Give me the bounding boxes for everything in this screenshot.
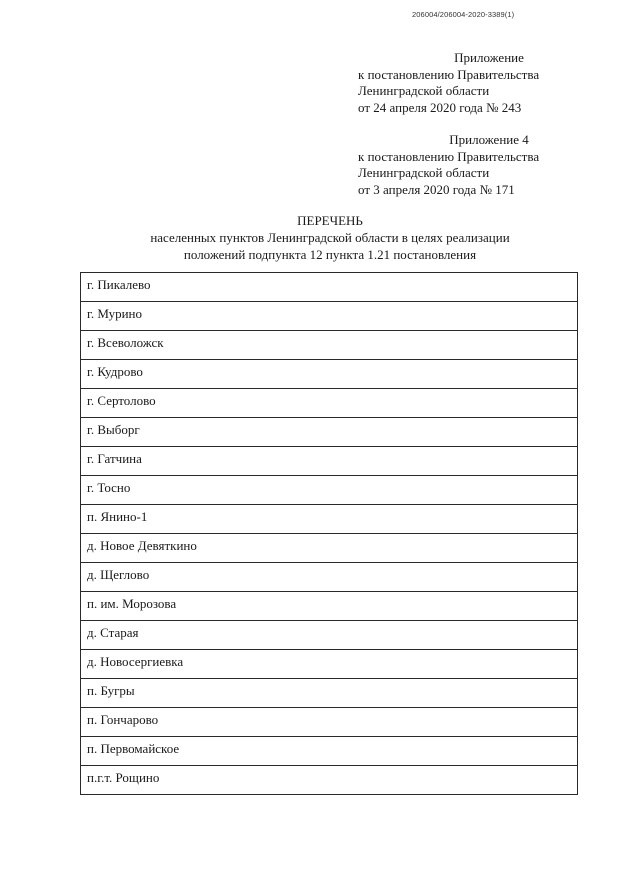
- settlement-name: п. Гончарово: [81, 708, 578, 737]
- table-row: [81, 534, 578, 563]
- table-row: [81, 563, 578, 592]
- table-row: [81, 476, 578, 505]
- settlement-name: г. Тосно: [81, 476, 578, 505]
- list-heading: [0, 212, 640, 263]
- settlement-name: г. Выборг: [81, 418, 578, 447]
- table-row: [81, 737, 578, 766]
- appendix-1-line-1: к постановлению Правительства: [358, 66, 540, 82]
- settlement-name: г. Мурино: [81, 302, 578, 331]
- table-row: [81, 447, 578, 476]
- appendix-block-2: [358, 132, 598, 198]
- appendix-1-line-3: от 24 апреля 2020 года № 243: [358, 99, 522, 115]
- settlement-name: п.г.т. Рощино: [81, 766, 578, 795]
- settlement-name: д. Щеглово: [81, 563, 578, 592]
- document-id: 206004/206004-2020-3389(1): [412, 10, 515, 19]
- settlement-name: п. Бугры: [81, 679, 578, 708]
- settlement-name: г. Гатчина: [81, 447, 578, 476]
- table-row: [81, 505, 578, 534]
- list-subtitle-line-2: положений подпункта 12 пункта 1.21 постановления: [183, 247, 477, 262]
- settlement-name: п. им. Морозова: [81, 592, 578, 621]
- appendix-2-line-3: от 3 апреля 2020 года № 171: [358, 181, 515, 197]
- appendix-2-line-1: к постановлению Правительства: [358, 148, 540, 164]
- table-row: [81, 389, 578, 418]
- settlement-name: г. Кудрово: [81, 360, 578, 389]
- settlements-table: [80, 272, 578, 795]
- settlement-name: г. Пикалево: [81, 273, 578, 302]
- table-row: [81, 273, 578, 302]
- settlement-name: г. Сертолово: [81, 389, 578, 418]
- appendix-2-title: Приложение 4: [449, 132, 529, 147]
- table-row: [81, 708, 578, 737]
- table-row: [81, 302, 578, 331]
- table-row: [81, 592, 578, 621]
- table-row: [81, 418, 578, 447]
- table-row: [81, 360, 578, 389]
- list-title: ПЕРЕЧЕНЬ: [297, 213, 363, 228]
- list-subtitle-line-1: населенных пунктов Ленинградской области в целях реализации: [150, 230, 510, 245]
- settlement-name: п. Первомайское: [81, 737, 578, 766]
- settlement-name: д. Новосергиевка: [81, 650, 578, 679]
- table-row: [81, 621, 578, 650]
- settlements-table-body: [81, 273, 578, 795]
- table-row: [81, 650, 578, 679]
- appendix-2-line-2: Ленинградской области: [358, 165, 490, 180]
- settlement-name: д. Новое Девяткино: [81, 534, 578, 563]
- settlement-name: г. Всеволожск: [81, 331, 578, 360]
- settlement-name: п. Янино-1: [81, 505, 578, 534]
- appendix-1-line-2: Ленинградской области: [358, 83, 490, 98]
- table-row: [81, 679, 578, 708]
- settlement-name: д. Старая: [81, 621, 578, 650]
- appendix-block-1: [358, 50, 598, 116]
- table-row: [81, 331, 578, 360]
- appendix-1-title: Приложение: [454, 50, 524, 65]
- table-row: [81, 766, 578, 795]
